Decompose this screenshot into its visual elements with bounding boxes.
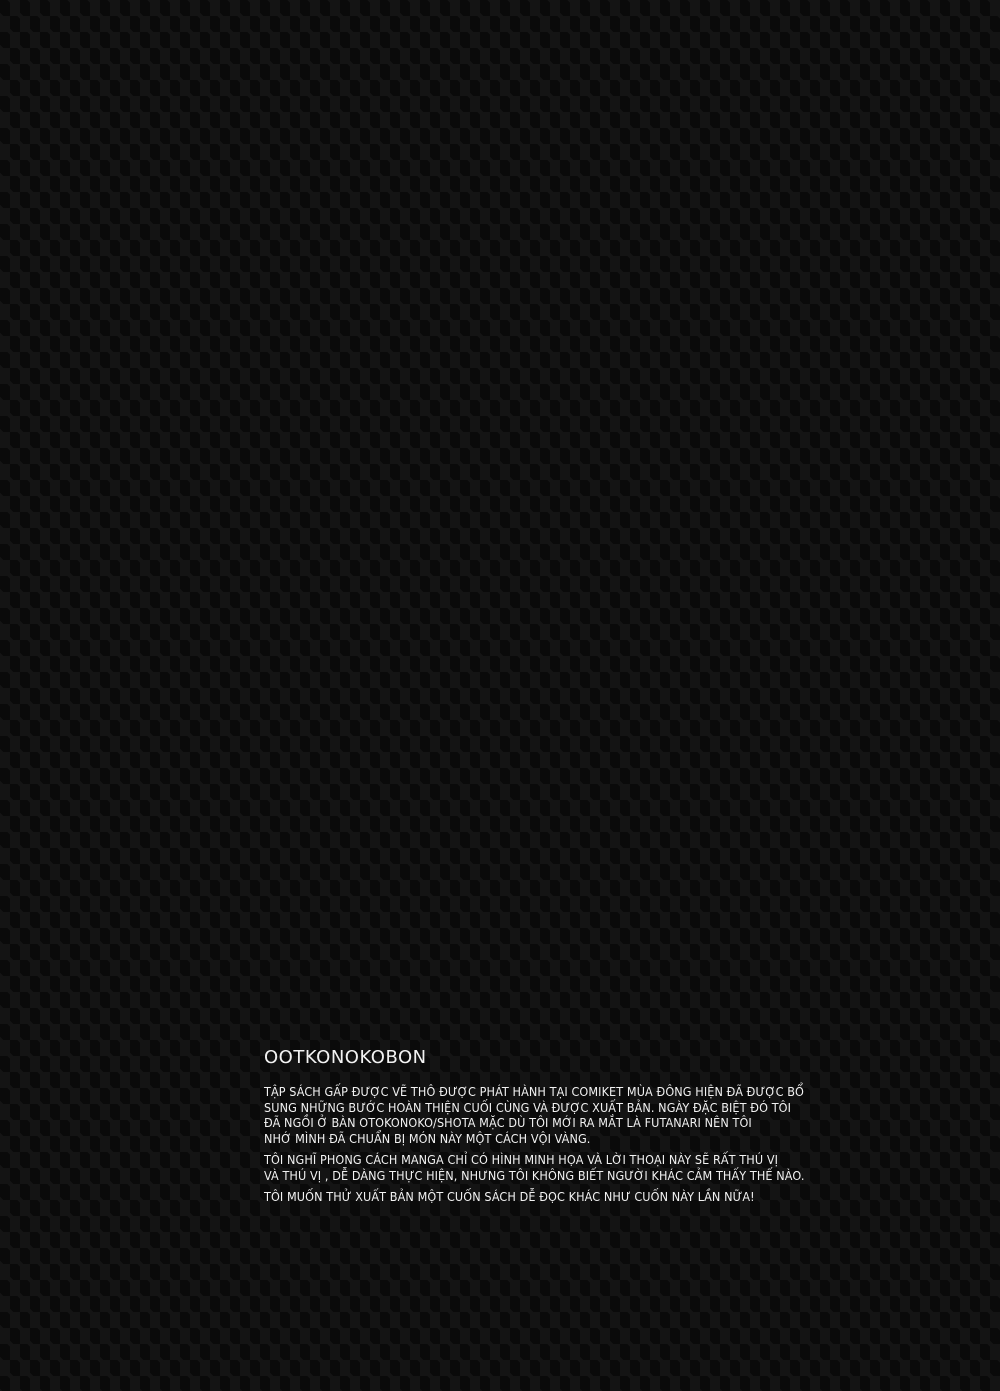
afterword-title: OOTKONOKOBON — [264, 1047, 427, 1068]
afterword-block — [264, 1046, 900, 1211]
afterword-paragraph: TẬP SÁCH GẤP ĐƯỢC VẼ THÔ ĐƯỢC PHÁT HÀNH TẠI COMIKET MÙA ĐÔNG HIỆN ĐÃ ĐƯỢC BỔ SUNG NHỮNG BƯỚC HOÀN THIỆN CUỐI CÙNG VÀ ĐƯỢC XUẤT BẢN. NGÀY ĐẶC BIỆT ĐÓ TÔI ĐÃ NGỒI Ở BÀN OTOKONOKO/SHOTA MẶC DÙ TÔI MỚI RA MẮT LÀ FUTANARI NÊN TÔI NHỚ MÌNH ĐÃ CHUẨN BỊ MÓN NÀY MỘT CÁCH VỘI VÀNG. — [264, 1084, 805, 1146]
afterword-paragraph: TÔI NGHĨ PHONG CÁCH MANGA CHỈ CÓ HÌNH MINH HỌA VÀ LỜI THOẠI NÀY SẼ RẤT THÚ VỊ VÀ THÚ VỊ , DỄ DÀNG THỰC HIỆN, NHƯNG TÔI KHÔNG BIẾT NGƯỜI KHÁC CẢM THẤY THẾ NÀO. — [264, 1152, 805, 1183]
afterword-paragraph: TÔI MUỐN THỬ XUẤT BẢN MỘT CUỐN SÁCH DỄ ĐỌC KHÁC NHƯ CUỐN NÀY LẦN NỮA! — [264, 1189, 755, 1204]
